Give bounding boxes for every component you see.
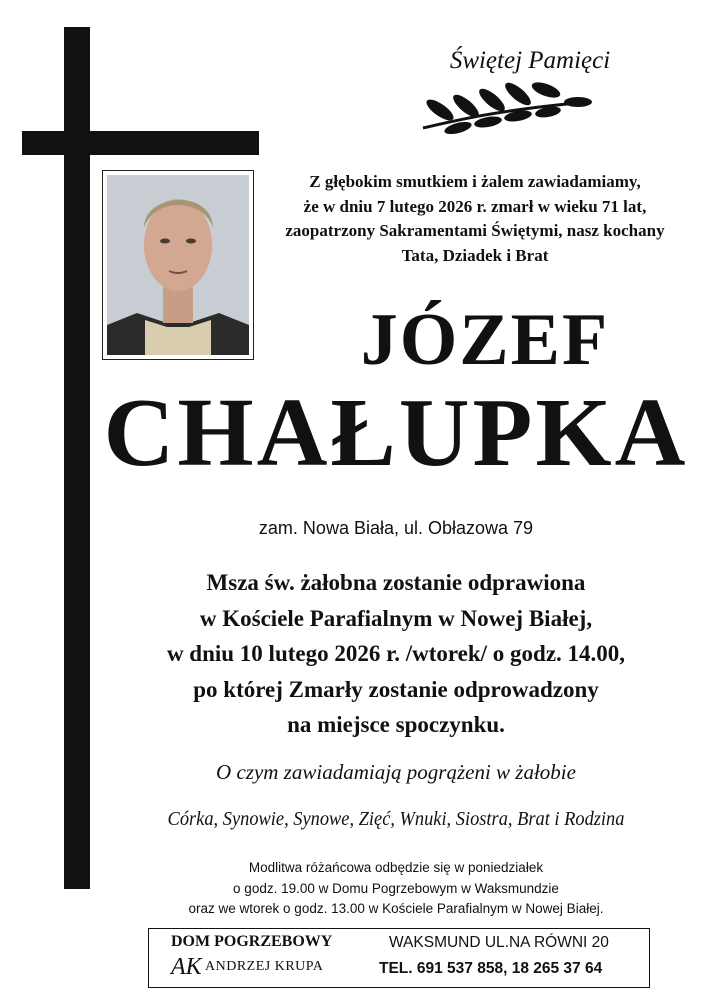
mass-line: w dniu 10 lutego 2026 r. /wtorek/ o godz. 14.00,: [166, 641, 626, 666]
rosary-info: [96, 858, 696, 920]
mass-line: w Kościele Parafialnym w Nowej Białej,: [199, 605, 593, 631]
portrait-figure-icon: [107, 175, 249, 355]
funeral-home-box: [148, 928, 650, 988]
announcement-intro: [255, 170, 695, 268]
deceased-last-name: CHAŁUPKA: [103, 379, 689, 487]
intro-line: że w dniu 7 lutego 2026 r. zmarł w wieku 71 lat,: [303, 196, 647, 216]
funeral-home-phone: TEL. 691 537 858, 18 265 37 64: [379, 960, 603, 977]
portrait-photo: [107, 175, 249, 355]
mourners-list: Córka, Synowie, Synowe, Zięć, Wnuki, Siostra, Brat i Rodzina: [167, 808, 625, 830]
intro-line: Tata, Dziadek i Brat: [401, 245, 549, 265]
deceased-address: zam. Nowa Biała, ul. Obłazowa 79: [258, 518, 534, 538]
funeral-home-owner: ANDRZEJ KRUPA: [205, 959, 324, 974]
mass-info: [96, 565, 696, 743]
cross-vertical-bar: [64, 27, 90, 889]
header-title: Świętej Pamięci: [449, 47, 611, 74]
deceased-first-name: JÓZEF: [360, 299, 610, 381]
mass-line: na miejsce spoczynku.: [287, 712, 505, 737]
mass-line: Msza św. żałobna zostanie odprawiona: [206, 570, 586, 595]
intro-line: zaopatrzony Sakramentami Świętymi, nasz kochany: [285, 221, 665, 240]
photo-frame: [102, 170, 254, 360]
mourners-intro: O czym zawiadamiają pogrążeni w żałobie: [216, 760, 576, 784]
intro-line: Z głębokim smutkiem i żalem zawiadamiamy,: [309, 172, 641, 191]
funeral-home-name: DOM POGRZEBOWY: [171, 933, 333, 950]
cross-horizontal-bar: [22, 131, 259, 155]
rosary-line: oraz we wtorek o godz. 13.00 w Kościele Parafialnym w Nowej Białej.: [188, 901, 604, 916]
rosary-line: Modlitwa różańcowa odbędzie się w poniedziałek: [248, 860, 544, 875]
mass-line: po której Zmarły zostanie odprowadzony: [193, 676, 599, 702]
funeral-home-monogram: AK: [171, 954, 202, 980]
rosary-line: o godz. 19.00 w Domu Pogrzebowym w Waksmundzie: [233, 880, 559, 896]
funeral-home-address: WAKSMUND UL.NA RÓWNI 20: [389, 934, 609, 951]
laurel-branch-icon: [418, 80, 593, 135]
